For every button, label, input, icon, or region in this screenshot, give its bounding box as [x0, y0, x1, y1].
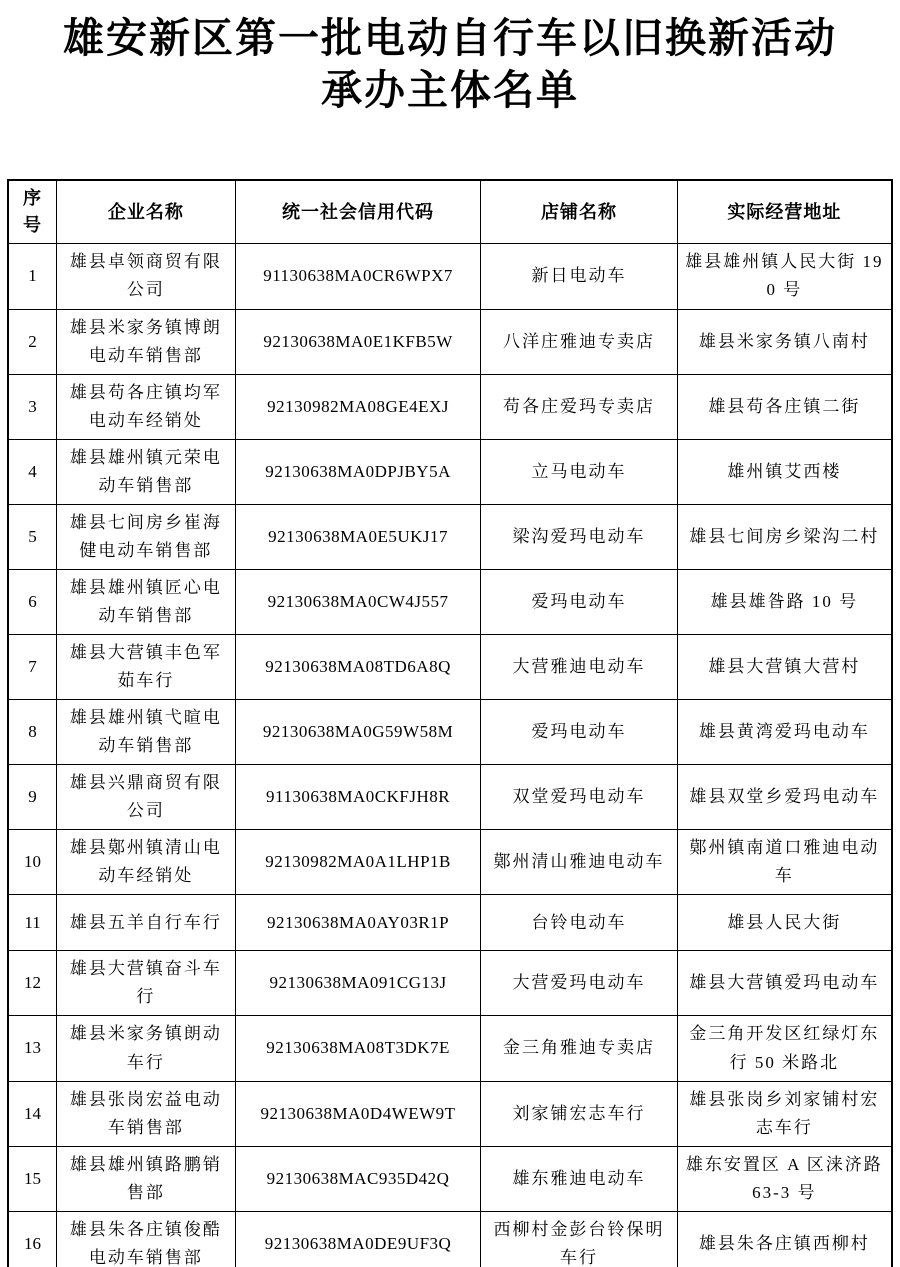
business-address-cell: 鄚州镇南道口雅迪电动车 [677, 830, 892, 895]
company-name-cell: 雄县大营镇奋斗车行 [57, 951, 236, 1016]
serial-number-cell: 14 [8, 1081, 57, 1146]
credit-code-cell: 92130638MA0DE9UF3Q [235, 1211, 481, 1267]
serial-number-cell: 13 [8, 1016, 57, 1081]
serial-number-cell: 15 [8, 1146, 57, 1211]
company-name-cell: 雄县雄州镇弋暄电动车销售部 [57, 700, 236, 765]
shop-name-cell: 爱玛电动车 [481, 700, 677, 765]
business-address-cell: 雄县雄州镇人民大街 190 号 [677, 244, 892, 309]
serial-number-cell: 12 [8, 951, 57, 1016]
company-name-cell: 雄县兴鼎商贸有限公司 [57, 765, 236, 830]
credit-code-cell: 92130638MA0D4WEW9T [235, 1081, 481, 1146]
table-row [8, 1081, 892, 1146]
company-name-cell: 雄县张岗宏益电动车销售部 [57, 1081, 236, 1146]
credit-code-cell: 92130638MA0CW4J557 [235, 569, 481, 634]
table-row [8, 635, 892, 700]
serial-number-cell: 16 [8, 1211, 57, 1267]
table-row [8, 374, 892, 439]
page-title-line2: 承办主体名单 [321, 67, 579, 114]
column-header-shop-name: 店铺名称 [481, 180, 677, 244]
business-address-cell: 雄县大营镇爱玛电动车 [677, 951, 892, 1016]
company-name-cell: 雄县大营镇丰色军茹车行 [57, 635, 236, 700]
business-address-cell: 雄县雄昝路 10 号 [677, 569, 892, 634]
table-row [8, 700, 892, 765]
business-address-cell: 雄县人民大街 [677, 895, 892, 951]
table-row [8, 309, 892, 374]
credit-code-cell: 92130638MA0E5UKJ17 [235, 504, 481, 569]
serial-number-cell: 6 [8, 569, 57, 634]
business-address-cell: 雄县苟各庄镇二街 [677, 374, 892, 439]
vendor-table [7, 179, 893, 1267]
company-name-cell: 雄县鄚州镇清山电动车经销处 [57, 830, 236, 895]
shop-name-cell: 鄚州清山雅迪电动车 [481, 830, 677, 895]
table-row [8, 895, 892, 951]
company-name-cell: 雄县卓领商贸有限公司 [57, 244, 236, 309]
credit-code-cell: 92130638MA0AY03R1P [235, 895, 481, 951]
page-title-line1: 雄安新区第一批电动自行车以旧换新活动 [63, 15, 837, 61]
business-address-cell: 雄县黄湾爱玛电动车 [677, 700, 892, 765]
company-name-cell: 雄县雄州镇匠心电动车销售部 [57, 569, 236, 634]
credit-code-cell: 92130638MAC935D42Q [235, 1146, 481, 1211]
serial-number-cell: 2 [8, 309, 57, 374]
serial-number-cell: 7 [8, 635, 57, 700]
serial-number-cell: 5 [8, 504, 57, 569]
credit-code-cell: 92130638MA091CG13J [235, 951, 481, 1016]
table-row [8, 1146, 892, 1211]
serial-number-cell: 10 [8, 830, 57, 895]
credit-code-cell: 92130638MA0G59W58M [235, 700, 481, 765]
shop-name-cell: 台铃电动车 [481, 895, 677, 951]
serial-number-cell: 8 [8, 700, 57, 765]
shop-name-cell: 刘家铺宏志车行 [481, 1081, 677, 1146]
credit-code-cell: 92130982MA0A1LHP1B [235, 830, 481, 895]
shop-name-cell: 立马电动车 [481, 439, 677, 504]
business-address-cell: 雄县大营镇大营村 [677, 635, 892, 700]
table-row [8, 244, 892, 309]
serial-number-cell: 9 [8, 765, 57, 830]
company-name-cell: 雄县七间房乡崔海健电动车销售部 [57, 504, 236, 569]
shop-name-cell: 雄东雅迪电动车 [481, 1146, 677, 1211]
shop-name-cell: 大营雅迪电动车 [481, 635, 677, 700]
column-header-business-address: 实际经营地址 [677, 180, 892, 244]
business-address-cell: 雄东安置区 A 区涞济路 63-3 号 [677, 1146, 892, 1211]
company-name-cell: 雄县苟各庄镇均军电动车经销处 [57, 374, 236, 439]
serial-number-cell: 3 [8, 374, 57, 439]
column-header-serial-number: 序号 [8, 180, 57, 244]
shop-name-cell: 双堂爱玛电动车 [481, 765, 677, 830]
table-row [8, 1211, 892, 1267]
company-name-cell: 雄县朱各庄镇俊酷电动车销售部 [57, 1211, 236, 1267]
table-row [8, 830, 892, 895]
company-name-cell: 雄县雄州镇元荣电动车销售部 [57, 439, 236, 504]
column-header-credit-code: 统一社会信用代码 [235, 180, 481, 244]
credit-code-cell: 92130638MA0DPJBY5A [235, 439, 481, 504]
business-address-cell: 金三角开发区红绿灯东行 50 米路北 [677, 1016, 892, 1081]
shop-name-cell: 爱玛电动车 [481, 569, 677, 634]
serial-number-cell: 1 [8, 244, 57, 309]
serial-number-cell: 4 [8, 439, 57, 504]
credit-code-cell: 92130638MA0E1KFB5W [235, 309, 481, 374]
serial-number-cell: 11 [8, 895, 57, 951]
company-name-cell: 雄县雄州镇路鹏销售部 [57, 1146, 236, 1211]
company-name-cell: 雄县五羊自行车行 [57, 895, 236, 951]
credit-code-cell: 92130638MA08T3DK7E [235, 1016, 481, 1081]
shop-name-cell: 金三角雅迪专卖店 [481, 1016, 677, 1081]
shop-name-cell: 新日电动车 [481, 244, 677, 309]
table-row [8, 1016, 892, 1081]
table-header-row [8, 180, 892, 244]
company-name-cell: 雄县米家务镇博朗电动车销售部 [57, 309, 236, 374]
business-address-cell: 雄县双堂乡爱玛电动车 [677, 765, 892, 830]
credit-code-cell: 91130638MA0CKFJH8R [235, 765, 481, 830]
table-row [8, 504, 892, 569]
page-title [0, 0, 900, 117]
vendor-table-container [7, 179, 893, 1267]
business-address-cell: 雄县七间房乡梁沟二村 [677, 504, 892, 569]
credit-code-cell: 92130982MA08GE4EXJ [235, 374, 481, 439]
table-row [8, 569, 892, 634]
shop-name-cell: 大营爱玛电动车 [481, 951, 677, 1016]
table-row [8, 951, 892, 1016]
business-address-cell: 雄州镇艾西楼 [677, 439, 892, 504]
table-row [8, 439, 892, 504]
business-address-cell: 雄县张岗乡刘家铺村宏志车行 [677, 1081, 892, 1146]
shop-name-cell: 苟各庄爱玛专卖店 [481, 374, 677, 439]
credit-code-cell: 92130638MA08TD6A8Q [235, 635, 481, 700]
table-row [8, 765, 892, 830]
business-address-cell: 雄县米家务镇八南村 [677, 309, 892, 374]
credit-code-cell: 91130638MA0CR6WPX7 [235, 244, 481, 309]
business-address-cell: 雄县朱各庄镇西柳村 [677, 1211, 892, 1267]
shop-name-cell: 梁沟爱玛电动车 [481, 504, 677, 569]
company-name-cell: 雄县米家务镇朗动车行 [57, 1016, 236, 1081]
column-header-company-name: 企业名称 [57, 180, 236, 244]
shop-name-cell: 八洋庄雅迪专卖店 [481, 309, 677, 374]
shop-name-cell: 西柳村金彭台铃保明车行 [481, 1211, 677, 1267]
